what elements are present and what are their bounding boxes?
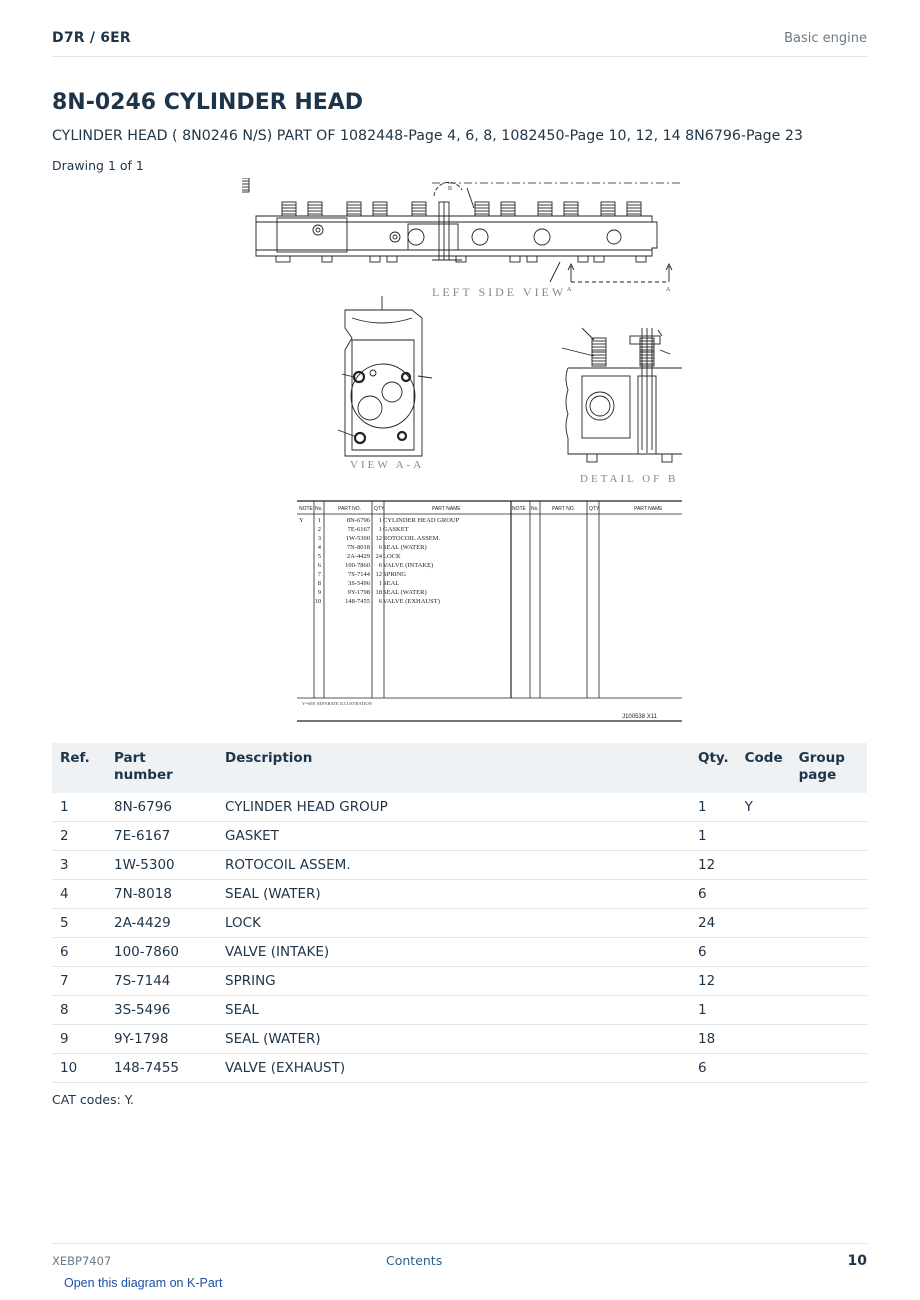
view-a-label: VIEW A-A	[350, 459, 425, 471]
diag-cell-no: 9	[317, 589, 321, 596]
table-row[interactable]	[52, 1025, 867, 1054]
cell-description: SEAL (WATER)	[217, 1025, 690, 1054]
diag-cell-part-no: 3S-5496	[347, 580, 370, 587]
diag-th-no: No.	[315, 506, 323, 512]
cell-code	[737, 967, 791, 996]
diag-cell-part-no: 7E-6167	[347, 526, 370, 533]
diag-th-part-name-2: PART NAME	[634, 506, 663, 512]
cell-code	[737, 822, 791, 851]
table-row[interactable]	[52, 909, 867, 938]
cell-description: LOCK	[217, 909, 690, 938]
cell-part-number: 7E-6167	[106, 822, 217, 851]
table-row[interactable]	[52, 793, 867, 822]
cell-qty: 1	[690, 822, 737, 851]
cat-codes: CAT codes: Y.	[52, 1092, 134, 1107]
diag-cell-no: 6	[317, 562, 321, 569]
diag-cell-part-no: 2A-4429	[346, 553, 370, 560]
contents-link[interactable]: Contents	[386, 1253, 443, 1268]
cell-group-page	[791, 996, 867, 1025]
table-row[interactable]	[52, 880, 867, 909]
diag-th-qty-2: QTY.	[589, 506, 601, 512]
diag-cell-qty: 24	[375, 553, 382, 560]
cell-group-page	[791, 793, 867, 822]
cell-group-page	[791, 1054, 867, 1083]
cell-ref: 10	[52, 1054, 106, 1083]
diag-th-part-no: PART NO.	[338, 506, 362, 512]
cell-qty: 12	[690, 851, 737, 880]
col-ref: Ref.	[52, 743, 106, 793]
diag-cell-note: Y	[299, 517, 304, 524]
cell-group-page	[791, 1025, 867, 1054]
cell-ref: 8	[52, 996, 106, 1025]
cell-part-number: 7N-8018	[106, 880, 217, 909]
cell-group-page	[791, 851, 867, 880]
diag-cell-part-name: CYLINDER HEAD GROUP	[383, 517, 460, 524]
col-part-number: Part number	[106, 743, 217, 793]
cell-ref: 1	[52, 793, 106, 822]
cell-code	[737, 1054, 791, 1083]
cell-part-number: 3S-5496	[106, 996, 217, 1025]
diag-cell-part-no: 8N-6796	[346, 517, 370, 524]
table-row[interactable]	[52, 967, 867, 996]
cell-ref: 6	[52, 938, 106, 967]
cell-code	[737, 1025, 791, 1054]
cell-group-page	[791, 880, 867, 909]
cell-group-page	[791, 967, 867, 996]
diag-cell-part-no: 148-7455	[345, 598, 370, 605]
cell-qty: 24	[690, 909, 737, 938]
diag-cell-part-name: SEAL (WATER)	[383, 589, 427, 596]
cell-part-number: 148-7455	[106, 1054, 217, 1083]
diag-th-note: NOTE	[299, 506, 313, 512]
page-footer	[52, 1243, 867, 1274]
cell-description: SPRING	[217, 967, 690, 996]
cell-group-page	[791, 822, 867, 851]
table-header-row	[52, 743, 867, 793]
cell-group-page	[791, 938, 867, 967]
diag-cell-qty: 12	[375, 571, 382, 578]
page-header	[52, 28, 867, 57]
cell-ref: 7	[52, 967, 106, 996]
col-qty: Qty.	[690, 743, 737, 793]
document-id: XEBP7407	[52, 1254, 112, 1268]
cell-code	[737, 909, 791, 938]
cell-part-number: 100-7860	[106, 938, 217, 967]
parts-table-body	[52, 793, 867, 1083]
diag-cell-qty: 18	[375, 589, 382, 596]
diag-cell-no: 8	[317, 580, 321, 587]
diag-cell-part-name: SEAL (WATER)	[383, 544, 427, 551]
marker-a-left: A	[567, 287, 572, 293]
section-label: Basic engine	[784, 31, 867, 46]
diag-cell-no: 1	[317, 517, 321, 524]
col-group-page: Group page	[791, 743, 867, 793]
cell-code	[737, 996, 791, 1025]
page-title: 8N-0246 CYLINDER HEAD	[52, 90, 364, 115]
cell-ref: 5	[52, 909, 106, 938]
cell-qty: 6	[690, 880, 737, 909]
cell-part-number: 7S-7144	[106, 967, 217, 996]
cell-description: CYLINDER HEAD GROUP	[217, 793, 690, 822]
diag-cell-qty: 6	[378, 544, 382, 551]
diag-th-part-name: PART NAME	[432, 506, 461, 512]
diag-cell-no: 10	[314, 598, 321, 605]
cell-qty: 12	[690, 967, 737, 996]
cell-part-number: 2A-4429	[106, 909, 217, 938]
diag-th-qty: QTY.	[374, 506, 386, 512]
cell-qty: 1	[690, 793, 737, 822]
marker-a-right: A	[666, 287, 671, 293]
diag-cell-part-name: GASKET	[383, 526, 409, 533]
col-code: Code	[737, 743, 791, 793]
diag-cell-part-name: VALVE (INTAKE)	[383, 562, 434, 569]
diag-cell-qty: 6	[378, 562, 382, 569]
table-row[interactable]	[52, 851, 867, 880]
left-side-view-label: LEFT SIDE VIEW	[432, 285, 567, 299]
cell-description: VALVE (EXHAUST)	[217, 1054, 690, 1083]
diag-cell-part-name: LOCK	[383, 553, 401, 560]
parts-diagram[interactable]	[242, 178, 682, 726]
diag-cell-part-no: 7S-7144	[347, 571, 370, 578]
page-subtitle: CYLINDER HEAD ( 8N0246 N/S) PART OF 1082448-Page 4, 6, 8, 1082450-Page 10, 12, 14 8N6796-Page 23	[52, 128, 803, 144]
cell-description: GASKET	[217, 822, 690, 851]
diag-cell-part-name: SEAL	[383, 580, 400, 587]
table-row[interactable]	[52, 822, 867, 851]
cell-code: Y	[737, 793, 791, 822]
diag-footnote: Y=SEE SEPARATE ILLUSTRATION	[302, 701, 372, 706]
parts-table	[52, 743, 867, 1083]
cell-part-number: 9Y-1798	[106, 1025, 217, 1054]
diag-cell-no: 3	[317, 535, 321, 542]
diag-cell-no: 4	[317, 544, 321, 551]
cell-part-number: 8N-6796	[106, 793, 217, 822]
diag-cell-qty: 6	[378, 598, 382, 605]
cell-part-number: 1W-5300	[106, 851, 217, 880]
cell-ref: 9	[52, 1025, 106, 1054]
table-row[interactable]	[52, 996, 867, 1025]
cell-group-page	[791, 909, 867, 938]
cell-qty: 6	[690, 1054, 737, 1083]
cell-description: VALVE (INTAKE)	[217, 938, 690, 967]
marker-b: B	[448, 186, 453, 192]
diag-th-part-no-2: PART NO.	[552, 506, 576, 512]
diag-cell-part-no: 100-7860	[345, 562, 370, 569]
diag-cell-part-no: 9Y-1798	[347, 589, 370, 596]
cell-description: SEAL	[217, 996, 690, 1025]
diag-cell-no: 7	[317, 571, 321, 578]
drawing-id: J100538 X11	[622, 714, 657, 720]
kpart-link[interactable]: Open this diagram on K-Part	[64, 1276, 223, 1290]
page-number: 10	[847, 1253, 867, 1269]
cell-description: SEAL (WATER)	[217, 880, 690, 909]
diag-cell-qty: 1	[378, 517, 382, 524]
diag-th-no-2: No.	[531, 506, 539, 512]
table-row[interactable]	[52, 1054, 867, 1083]
detail-b-label: DETAIL OF B	[580, 473, 679, 485]
diag-cell-part-name: VALVE (EXHAUST)	[383, 598, 440, 605]
cell-qty: 6	[690, 938, 737, 967]
diag-cell-part-no: 1W-5300	[345, 535, 370, 542]
diag-cell-part-name: SPRING	[383, 571, 407, 578]
diag-cell-part-no: 7N-8018	[346, 544, 370, 551]
cell-qty: 18	[690, 1025, 737, 1054]
col-description: Description	[217, 743, 690, 793]
diagram-svg	[242, 178, 682, 726]
diag-th-note-2: NOTE	[512, 506, 526, 512]
diag-cell-part-name: ROTOCOIL ASSEM.	[383, 535, 441, 542]
cell-ref: 3	[52, 851, 106, 880]
page	[52, 0, 867, 1300]
cell-ref: 2	[52, 822, 106, 851]
table-row[interactable]	[52, 938, 867, 967]
cell-code	[737, 851, 791, 880]
diag-cell-no: 2	[317, 526, 321, 533]
diag-cell-qty: 12	[375, 535, 382, 542]
cell-description: ROTOCOIL ASSEM.	[217, 851, 690, 880]
diag-cell-qty: 1	[378, 580, 382, 587]
model-label: D7R / 6ER	[52, 30, 131, 46]
cell-ref: 4	[52, 880, 106, 909]
cell-code	[737, 880, 791, 909]
diag-cell-qty: 1	[378, 526, 382, 533]
cell-code	[737, 938, 791, 967]
cell-qty: 1	[690, 996, 737, 1025]
drawing-caption: Drawing 1 of 1	[52, 158, 144, 173]
diag-cell-no: 5	[317, 553, 321, 560]
